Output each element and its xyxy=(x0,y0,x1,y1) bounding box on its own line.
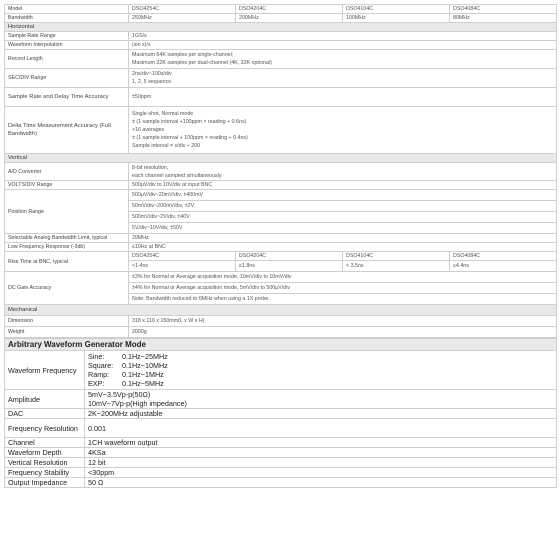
row-value: 1GS/s xyxy=(129,32,557,41)
row-label: Frequency Stability xyxy=(5,468,85,478)
row-label: Frequency Resolution xyxy=(5,419,85,438)
spec-row xyxy=(5,468,557,478)
waveform-item xyxy=(88,370,553,379)
row-value: 500mV/div~2V/div, ±40V xyxy=(129,212,557,223)
spec-row xyxy=(5,32,557,41)
section-title: Vertical xyxy=(5,154,557,163)
spec-row xyxy=(5,316,557,327)
spec-row xyxy=(5,234,557,243)
value-line: each channel sampled simultaneously xyxy=(132,172,222,179)
row-label: Weight xyxy=(5,327,129,338)
spec-row xyxy=(5,272,557,283)
row-label: Amplitude xyxy=(5,390,85,409)
row-label: Delta Time Measurement Accuracy (Full Bandwidth) xyxy=(5,107,129,154)
row-label: Vertical Resolution xyxy=(5,458,85,468)
model-row xyxy=(5,5,557,14)
row-value: 50mV/div~200mV/div, ±2V xyxy=(129,201,557,212)
bandwidth-cell: 100MHz xyxy=(343,14,450,23)
spec-row xyxy=(5,88,557,107)
row-label: Waveform Interpolation xyxy=(5,41,129,50)
row-label: DC Gain Accuracy xyxy=(5,272,129,305)
model-cell: DSO4084C xyxy=(450,252,557,261)
row-label: Sample Rate and Delay Time Accuracy xyxy=(5,88,129,107)
awg-spec-table xyxy=(4,338,557,488)
row-value: ±4% for Normal or Average acquisition mode, 5mV/div to 500μV/div xyxy=(129,283,557,294)
value-line: 5mV~3.5Vp-p(50Ω) xyxy=(88,390,151,399)
waveform-item xyxy=(88,361,553,370)
section-header-mechanical xyxy=(5,305,557,316)
row-value: 0.001 xyxy=(85,419,557,438)
row-value: 4KSa xyxy=(85,448,557,458)
section-header-awg xyxy=(5,339,557,351)
row-value: 50 Ω xyxy=(85,478,557,488)
row-value: 500μV/div~20mV/div, ±400mV xyxy=(129,190,557,201)
row-value: 318 x 110 x 150mm(L x W x H) xyxy=(129,316,557,327)
value-line: ± (1 sample interval +100ppm × reading + 0.6ns) xyxy=(132,119,247,125)
spec-row xyxy=(5,69,557,88)
value-line: Single-shot, Normal mode xyxy=(132,111,194,117)
section-title: Horizontal xyxy=(5,23,557,32)
waveform-name: Sine: xyxy=(88,352,105,361)
row-label: Sample Rate Range xyxy=(5,32,129,41)
spec-row xyxy=(5,41,557,50)
model-cell: DSO4254C xyxy=(129,252,236,261)
section-header-vertical xyxy=(5,154,557,163)
row-label: A/D Converter xyxy=(5,163,129,181)
spec-row xyxy=(5,190,557,201)
section-title: Mechanical xyxy=(5,305,557,316)
row-label: DAC xyxy=(5,409,85,419)
value-line: Sample interval = s/div ÷ 200 xyxy=(132,143,201,149)
row-label: SEC/DIV Range xyxy=(5,69,129,88)
spec-row xyxy=(5,438,557,448)
bandwidth-row xyxy=(5,14,557,23)
row-value: (sin x)/x xyxy=(129,41,557,50)
spec-row xyxy=(5,409,557,419)
row-label: Output Impedance xyxy=(5,478,85,488)
row-value: ≤10Hz at BNC xyxy=(129,243,557,252)
row-value xyxy=(129,107,557,154)
value-line: Maximum 32K samples per dual-channel (4K, 32K optional) xyxy=(132,60,272,66)
waveform-name: Square: xyxy=(88,361,114,370)
waveform-range: 0.1Hz~25MHz xyxy=(122,352,168,361)
row-label: Rise Time at BNC, typical xyxy=(5,252,129,272)
spec-row xyxy=(5,50,557,69)
rise-time-cell: ≤4.4ns xyxy=(450,261,557,272)
spec-row xyxy=(5,327,557,338)
waveform-name: Ramp: xyxy=(88,370,110,379)
waveform-name: EXP: xyxy=(88,379,105,388)
row-label: VOLTS/DIV Range xyxy=(5,181,129,190)
bandwidth-cell: 200MHz xyxy=(236,14,343,23)
row-value: 2K~200MHz adjustable xyxy=(85,409,557,419)
value-line: 2ns/div~100s/div xyxy=(132,71,172,77)
row-label: Low Frequency Response (-3db) xyxy=(5,243,129,252)
rise-time-cell: < 3.5ns xyxy=(343,261,450,272)
row-label: Record Length xyxy=(5,50,129,69)
value-line: ± (1 sample interval + 100ppm × reading + 0.4ns) xyxy=(132,135,248,141)
model-cell: DSO4204C xyxy=(236,252,343,261)
waveform-range: 0.1Hz~5MHz xyxy=(122,379,164,388)
row-value: 5V/div~10V/div, ±50V xyxy=(129,223,557,234)
spec-row xyxy=(5,478,557,488)
waveform-range: 0.1Hz~10MHz xyxy=(122,361,168,370)
model-cell: DSO4104C xyxy=(343,5,450,14)
model-cell: DSO4084C xyxy=(450,5,557,14)
row-label: Waveform Depth xyxy=(5,448,85,458)
row-label: Dimension xyxy=(5,316,129,327)
row-value: 20MHz xyxy=(129,234,557,243)
row-value xyxy=(129,69,557,88)
value-line: Maximum 64K samples per single-channel; xyxy=(132,52,234,58)
rise-time-model-row xyxy=(5,252,557,261)
waveform-range: 0.1Hz~1MHz xyxy=(122,370,164,379)
row-label: Bandwidth xyxy=(5,14,129,23)
bandwidth-cell: 80MHz xyxy=(450,14,557,23)
row-value: ±50ppm xyxy=(129,88,557,107)
row-label: Position Range xyxy=(5,190,129,234)
row-value xyxy=(129,163,557,181)
row-value: ±3% for Normal or Average acquisition mode, 10mV/div to 10mV/div xyxy=(129,272,557,283)
spec-row xyxy=(5,181,557,190)
row-value: 2000g xyxy=(129,327,557,338)
model-cell: DSO4204C xyxy=(236,5,343,14)
row-value xyxy=(129,50,557,69)
row-label: Waveform Frequency xyxy=(5,351,85,390)
value-line: 1, 2, 5 sequence xyxy=(132,79,172,85)
spec-row xyxy=(5,163,557,181)
value-line: 10mV~7Vp-p(High impedance) xyxy=(88,399,187,408)
row-value xyxy=(85,390,557,409)
section-title: Arbitrary Waveform Generator Mode xyxy=(5,339,557,351)
row-value: 500μV/div to 10V/div at input BNC xyxy=(129,181,557,190)
spec-row xyxy=(5,390,557,409)
spec-row xyxy=(5,458,557,468)
model-cell: DSO4254C xyxy=(129,5,236,14)
model-cell: DSO4104C xyxy=(343,252,450,261)
spec-sheet xyxy=(4,4,556,488)
value-line: 8-bit resolution, xyxy=(132,164,169,171)
row-value: 12 bit xyxy=(85,458,557,468)
row-value: <30ppm xyxy=(85,468,557,478)
value-line: >16 averages xyxy=(132,127,165,133)
spec-row xyxy=(5,351,557,390)
oscilloscope-spec-table xyxy=(4,4,557,338)
rise-time-cell: <1.4ns xyxy=(129,261,236,272)
row-label: Model xyxy=(5,5,129,14)
spec-row xyxy=(5,419,557,438)
spec-row xyxy=(5,243,557,252)
bandwidth-cell: 250MHz xyxy=(129,14,236,23)
spec-row xyxy=(5,107,557,154)
section-header-horizontal xyxy=(5,23,557,32)
row-label: Selectable Analog Bandwidth Limit, typical xyxy=(5,234,129,243)
row-value xyxy=(85,351,557,390)
row-label: Channel xyxy=(5,438,85,448)
waveform-item xyxy=(88,379,553,388)
rise-time-cell: ≤1.8ns xyxy=(236,261,343,272)
spec-row xyxy=(5,448,557,458)
waveform-item xyxy=(88,352,553,361)
row-value: Note: Bandwidth reduced to 6MHz when using a 1X probe. xyxy=(129,294,557,305)
row-value: 1CH waveform output xyxy=(85,438,557,448)
